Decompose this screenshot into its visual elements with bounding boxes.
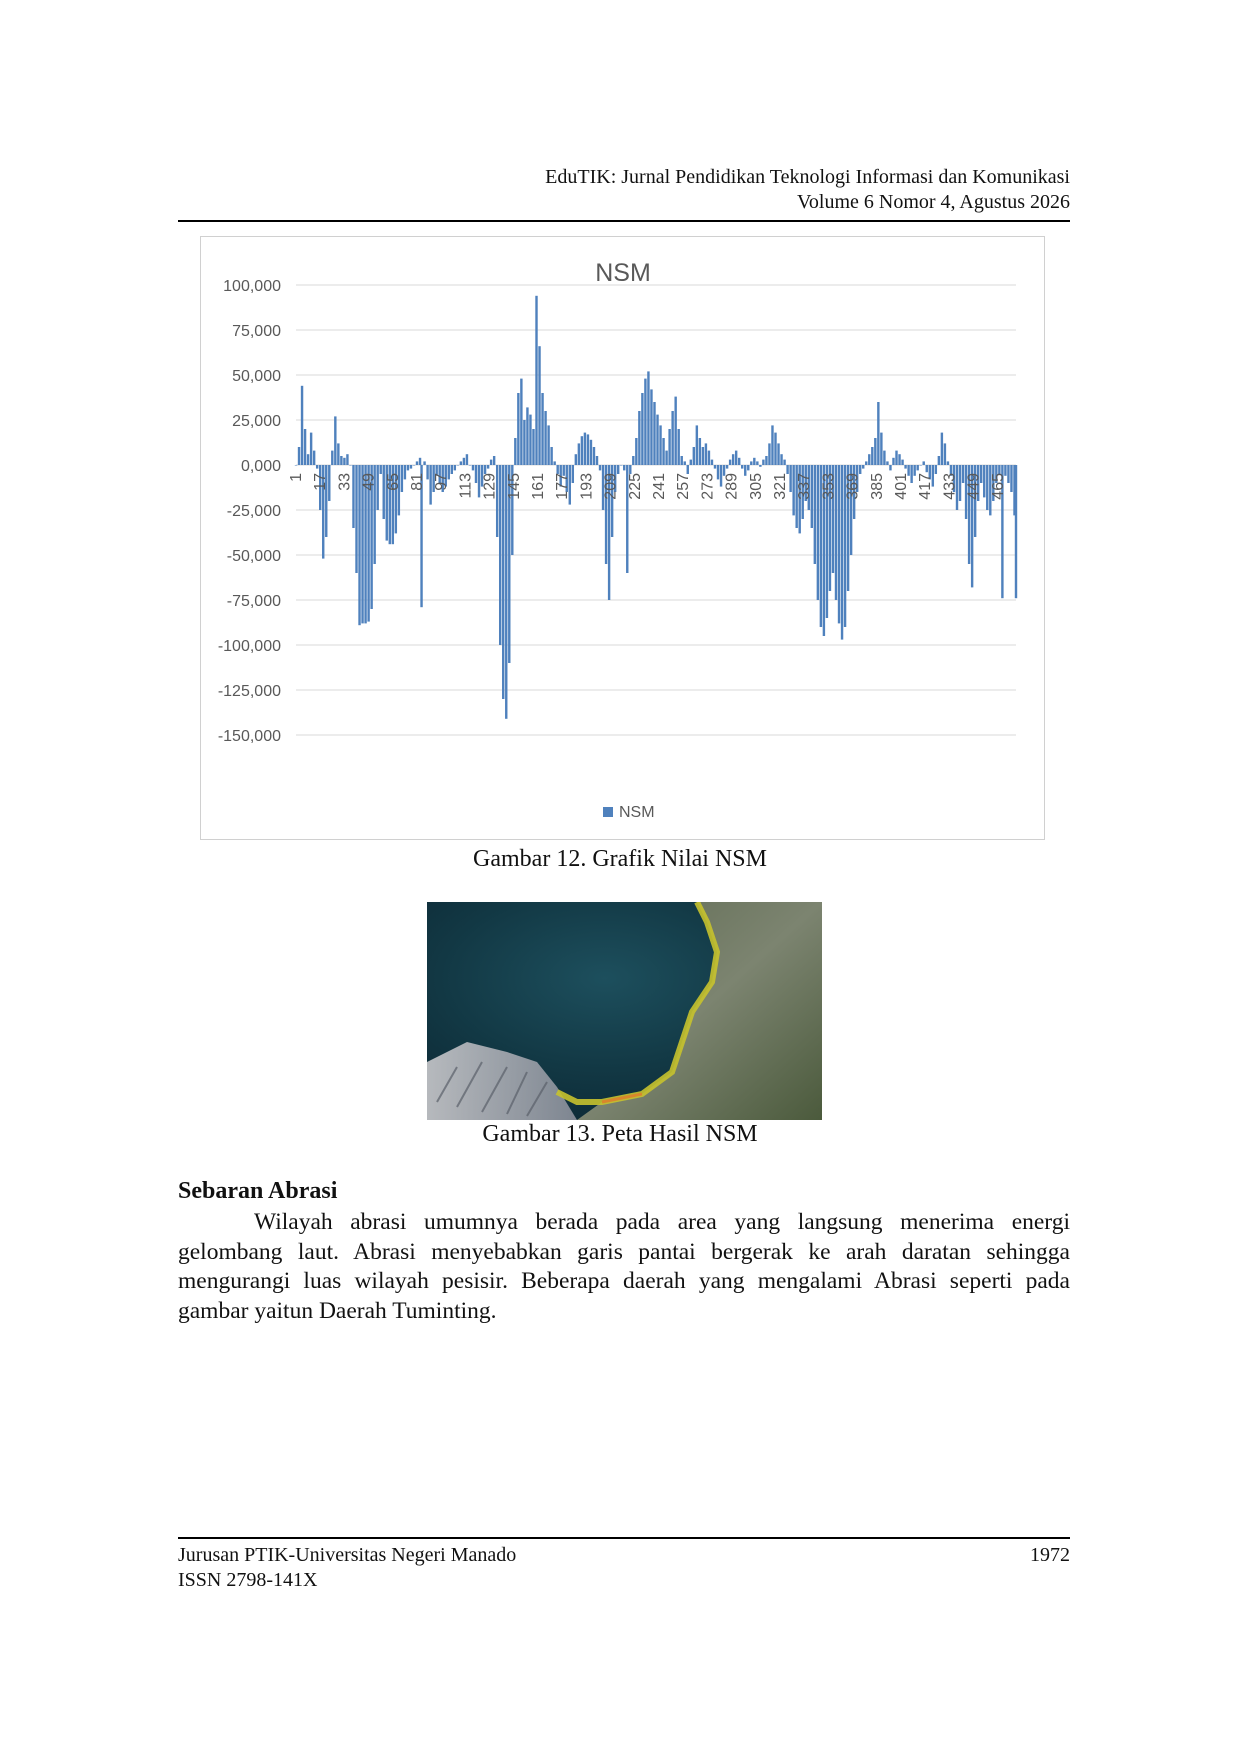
- nsm-bar: [451, 465, 453, 474]
- nsm-bar: [817, 465, 819, 600]
- x-tick-label: 97: [433, 473, 451, 491]
- nsm-bar: [783, 460, 785, 465]
- nsm-bar: [732, 454, 734, 465]
- nsm-bar: [898, 454, 900, 465]
- y-tick-label: 0,000: [240, 458, 281, 475]
- x-tick-label: 241: [651, 473, 669, 500]
- nsm-chart-frame: [200, 236, 1045, 840]
- nsm-bar: [553, 461, 555, 465]
- nsm-bar: [702, 447, 704, 465]
- nsm-bar: [596, 456, 598, 465]
- nsm-bar: [410, 465, 412, 469]
- x-tick-label: 369: [844, 473, 862, 500]
- x-tick-label: 17: [312, 473, 330, 491]
- legend-swatch: [603, 807, 613, 817]
- nsm-bar: [517, 393, 519, 465]
- nsm-bar: [593, 447, 595, 465]
- nsm-bar: [762, 460, 764, 465]
- nsm-bar: [859, 465, 861, 474]
- nsm-bar: [454, 465, 456, 470]
- nsm-bar: [426, 465, 428, 479]
- nsm-bar: [407, 465, 409, 470]
- nsm-bar: [632, 456, 634, 465]
- nsm-bar: [469, 465, 471, 466]
- nsm-bar: [653, 402, 655, 465]
- nsm-bar: [668, 429, 670, 465]
- nsm-bar: [520, 379, 522, 465]
- nsm-bar: [711, 460, 713, 465]
- y-tick-label: 75,000: [232, 323, 281, 340]
- nsm-bar: [310, 433, 312, 465]
- nsm-bar: [665, 451, 667, 465]
- figure-13-caption: Gambar 13. Peta Hasil NSM: [482, 1121, 758, 1147]
- journal-header: [545, 165, 1070, 215]
- nsm-bar: [771, 425, 773, 465]
- x-tick-label: 225: [626, 473, 644, 500]
- nsm-bar: [578, 443, 580, 465]
- nsm-bar: [889, 465, 891, 470]
- nsm-bar: [729, 460, 731, 465]
- x-tick-label: 161: [530, 473, 548, 500]
- nsm-bar: [313, 451, 315, 465]
- nsm-bar: [423, 461, 425, 465]
- nsm-bar: [944, 443, 946, 465]
- nsm-bar: [986, 465, 988, 510]
- x-tick-label: 209: [602, 473, 620, 500]
- nsm-bar: [647, 371, 649, 465]
- nsm-bar: [765, 456, 767, 465]
- x-tick-label: 273: [699, 473, 717, 500]
- nsm-bar: [747, 465, 749, 470]
- legend-label: NSM: [619, 804, 655, 821]
- nsm-bar: [638, 411, 640, 465]
- nsm-bar: [532, 429, 534, 465]
- nsm-bar: [913, 465, 915, 476]
- nsm-bar: [677, 429, 679, 465]
- journal-volume: Volume 6 Nomor 4, Agustus 2026: [797, 191, 1070, 213]
- x-tick-label: 321: [772, 473, 790, 500]
- nsm-bar: [874, 438, 876, 465]
- nsm-bar: [1015, 465, 1017, 598]
- nsm-bar: [337, 443, 339, 465]
- y-tick-label: 25,000: [232, 413, 281, 430]
- nsm-bar: [419, 458, 421, 465]
- nsm-bar: [962, 465, 964, 483]
- nsm-bar: [1010, 465, 1012, 492]
- nsm-bar: [696, 425, 698, 465]
- nsm-bar: [919, 465, 921, 466]
- nsm-bar: [587, 434, 589, 465]
- nsm-map-image: [427, 902, 822, 1120]
- nsm-bar: [343, 458, 345, 465]
- chart-legend: [603, 804, 655, 821]
- y-tick-label: 50,000: [232, 368, 281, 385]
- nsm-bar: [865, 461, 867, 465]
- x-tick-label: 129: [481, 473, 499, 500]
- nsm-bar: [656, 415, 658, 465]
- nsm-bar: [947, 461, 949, 465]
- nsm-bar: [883, 451, 885, 465]
- nsm-bar: [572, 465, 574, 483]
- footer-institution: Jurusan PTIK-Universitas Negeri Manado: [178, 1544, 517, 1566]
- nsm-bar: [916, 465, 918, 470]
- header-rule: [178, 220, 1070, 222]
- footer-rule: [178, 1537, 1070, 1539]
- x-tick-label: 305: [747, 473, 765, 500]
- nsm-bar: [581, 436, 583, 465]
- nsm-bar: [641, 393, 643, 465]
- nsm-bar: [684, 461, 686, 465]
- nsm-bar: [671, 411, 673, 465]
- nsm-bar: [304, 429, 306, 465]
- nsm-bar: [472, 465, 474, 470]
- nsm-bar: [457, 465, 459, 466]
- nsm-bar: [895, 451, 897, 465]
- nsm-bar: [659, 425, 661, 465]
- nsm-bar: [349, 465, 351, 466]
- footer-left: [178, 1543, 516, 1593]
- nsm-bar: [759, 465, 761, 467]
- x-tick-label: 113: [457, 473, 475, 499]
- nsm-bar: [490, 460, 492, 465]
- nsm-bar: [301, 386, 303, 465]
- nsm-bar: [307, 454, 309, 465]
- nsm-bar: [429, 465, 431, 505]
- nsm-bar: [777, 443, 779, 465]
- nsm-bar: [487, 465, 489, 469]
- nsm-bar: [466, 454, 468, 465]
- nsm-bar: [786, 465, 788, 474]
- nsm-bar: [904, 465, 906, 469]
- y-tick-label: -150,000: [217, 728, 281, 745]
- nsm-bar: [404, 465, 406, 479]
- nsm-bar: [514, 438, 516, 465]
- nsm-bar: [886, 461, 888, 465]
- nsm-bar: [862, 465, 864, 469]
- nsm-bar: [744, 465, 746, 476]
- nsm-bar: [463, 458, 465, 465]
- nsm-bar: [880, 433, 882, 465]
- nsm-bar: [590, 440, 592, 465]
- nsm-bar: [938, 456, 940, 465]
- nsm-bar: [705, 443, 707, 465]
- nsm-bar: [620, 465, 622, 466]
- nsm-bar: [575, 454, 577, 465]
- nsm-bar: [502, 465, 504, 699]
- nsm-bar: [708, 451, 710, 465]
- nsm-bar: [717, 465, 719, 479]
- nsm-bar: [556, 465, 558, 474]
- x-tick-label: 145: [505, 473, 523, 500]
- x-tick-label: 433: [941, 473, 959, 500]
- footer-issn: ISSN 2798-141X: [178, 1569, 318, 1591]
- nsm-bar: [892, 458, 894, 465]
- nsm-bar: [756, 461, 758, 465]
- nsm-bar: [544, 411, 546, 465]
- nsm-bar: [690, 460, 692, 465]
- nsm-bar: [814, 465, 816, 564]
- nsm-bar: [674, 397, 676, 465]
- nsm-bar: [484, 465, 486, 474]
- nsm-bar: [617, 465, 619, 474]
- y-tick-label: -100,000: [217, 638, 281, 655]
- nsm-bar: [523, 420, 525, 465]
- nsm-bar: [1007, 465, 1009, 483]
- nsm-bar: [331, 451, 333, 465]
- x-tick-label: 257: [675, 473, 693, 500]
- nsm-bar: [780, 454, 782, 465]
- nsm-bar: [355, 465, 357, 573]
- nsm-bar: [693, 447, 695, 465]
- x-tick-label: 289: [723, 473, 741, 500]
- nsm-bar: [416, 461, 418, 465]
- nsm-bar: [295, 465, 297, 466]
- nsm-bar: [547, 425, 549, 465]
- nsm-bar: [699, 438, 701, 465]
- y-tick-label: -75,000: [226, 593, 281, 610]
- nsm-bar: [334, 416, 336, 465]
- nsm-bar: [923, 461, 925, 465]
- nsm-bar: [941, 433, 943, 465]
- nsm-bar: [910, 465, 912, 483]
- nsm-bar: [998, 465, 1000, 474]
- x-tick-label: 65: [384, 473, 402, 491]
- nsm-bar: [599, 465, 601, 470]
- nsm-bar: [926, 465, 928, 472]
- nsm-bar: [541, 393, 543, 465]
- nsm-bar: [379, 465, 381, 474]
- nsm-bar: [741, 465, 743, 469]
- nsm-bar: [681, 456, 683, 465]
- x-tick-label: 353: [820, 473, 838, 500]
- nsm-bar: [526, 407, 528, 465]
- section-paragraph: Wilayah abrasi umumnya berada pada area yang langsung menerima energi gelombang laut. Abrasi menyebabkan garis pantai bergerak ke arah daratan sehingga mengurangi luas wilayah pesisir. Beberapa daerah yang mengalami Abrasi seperti pada gambar yaitun Daerah Tuminting.: [178, 1209, 1070, 1324]
- nsm-bar: [753, 458, 755, 465]
- x-tick-label: 193: [578, 473, 596, 500]
- nsm-bar: [316, 465, 318, 469]
- nsm-bar: [662, 438, 664, 465]
- nsm-bar: [959, 465, 961, 501]
- y-tick-label: -125,000: [217, 683, 281, 700]
- nsm-bar: [340, 456, 342, 465]
- page-number: 1972: [1030, 1544, 1070, 1566]
- x-tick-label: 49: [360, 473, 378, 491]
- nsm-bar: [789, 465, 791, 492]
- nsm-bar: [499, 465, 501, 645]
- x-tick-label: 449: [965, 473, 983, 500]
- nsm-bar: [535, 296, 537, 465]
- nsm-bar: [871, 447, 873, 465]
- x-tick-label: 81: [409, 473, 427, 491]
- x-tick-label: 385: [868, 473, 886, 500]
- nsm-bar: [901, 460, 903, 465]
- nsm-bar: [413, 465, 415, 466]
- nsm-bar: [768, 443, 770, 465]
- nsm-bar: [720, 465, 722, 487]
- journal-title: EduTIK: Jurnal Pendidikan Teknologi Informasi dan Komunikasi: [545, 166, 1070, 188]
- nsm-chart: [201, 237, 1046, 841]
- x-tick-label: 337: [796, 473, 814, 500]
- nsm-bar: [792, 465, 794, 515]
- nsm-bar: [475, 465, 477, 483]
- nsm-bar: [738, 458, 740, 465]
- y-tick-label: 100,000: [223, 278, 281, 295]
- nsm-bar: [584, 433, 586, 465]
- nsm-bar: [687, 465, 689, 474]
- y-tick-label: -50,000: [226, 548, 281, 565]
- section-heading: Sebaran Abrasi: [178, 1178, 338, 1204]
- nsm-bar: [538, 346, 540, 465]
- nsm-bar: [629, 465, 631, 474]
- nsm-bar: [529, 415, 531, 465]
- nsm-bar: [644, 379, 646, 465]
- nsm-bar: [838, 465, 840, 623]
- chart-title: NSM: [595, 259, 651, 287]
- x-tick-label: 33: [336, 473, 354, 491]
- x-tick-label: 177: [554, 473, 572, 500]
- nsm-bar: [635, 438, 637, 465]
- nsm-bar: [298, 447, 300, 465]
- nsm-bar: [505, 465, 507, 719]
- nsm-bar: [726, 465, 728, 469]
- nsm-bar: [346, 454, 348, 465]
- nsm-bar: [983, 465, 985, 497]
- x-tick-label: 417: [917, 473, 935, 500]
- x-tick-label: 465: [989, 473, 1007, 500]
- nsm-bar: [623, 465, 625, 470]
- nsm-bar: [774, 433, 776, 465]
- nsm-bar: [493, 456, 495, 465]
- nsm-bar: [714, 465, 716, 469]
- nsm-bar: [550, 447, 552, 465]
- y-tick-label: -25,000: [226, 503, 281, 520]
- nsm-bar: [735, 451, 737, 465]
- nsm-bar: [460, 461, 462, 465]
- figure-12-caption: Gambar 12. Grafik Nilai NSM: [473, 846, 767, 872]
- x-tick-label: 1: [288, 473, 305, 482]
- nsm-bar: [841, 465, 843, 640]
- nsm-bar: [868, 454, 870, 465]
- nsm-bar: [935, 465, 937, 474]
- x-tick-label: 401: [893, 473, 911, 500]
- nsm-bar: [478, 465, 480, 497]
- nsm-bar: [650, 389, 652, 465]
- nsm-bar: [877, 402, 879, 465]
- nsm-bar: [750, 461, 752, 465]
